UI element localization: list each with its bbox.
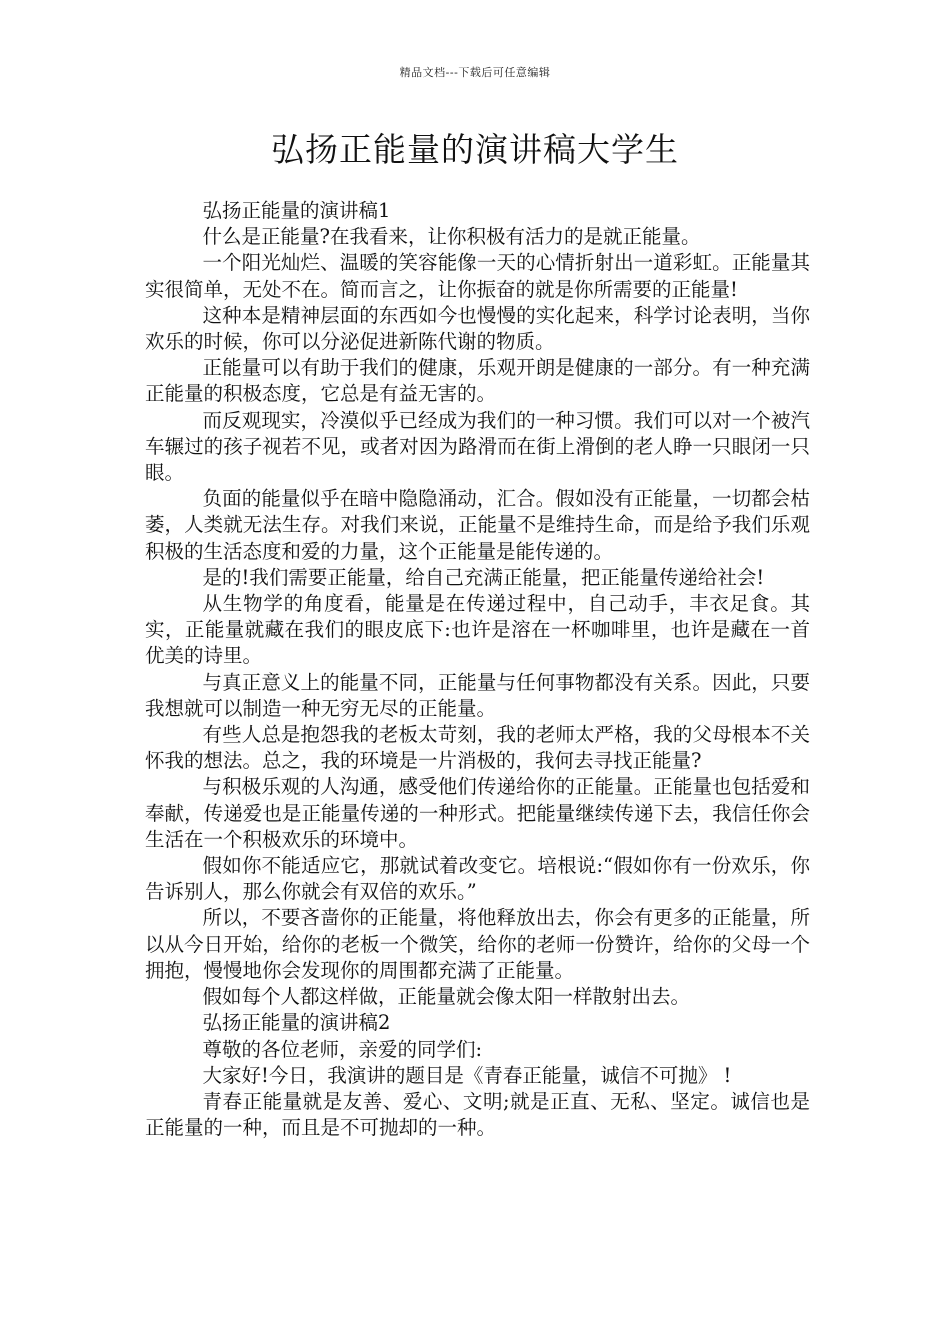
paragraph: 正能量可以有助于我们的健康，乐观开朗是健康的一部分。有一种充满正能量的积极态度，它总是有益无害的。 [145, 356, 810, 406]
salutation: 尊敬的各位老师，亲爱的同学们: [202, 1037, 483, 1061]
paragraph: 什么是正能量?在我看来，让你积极有活力的是就正能量。 [202, 225, 701, 249]
document-title: 弘扬正能量的演讲稿大学生 [271, 130, 679, 169]
paragraph: 与积极乐观的人沟通，感受他们传递给你的正能量。正能量也包括爱和奉献，传递爱也是正能量传递的一种形式。把能量继续传递下去，我信任你会生活在一个积极欢乐的环境中。 [145, 775, 810, 851]
paragraph: 而反观现实，冷漠似乎已经成为我们的一种习惯。我们可以对一个被汽车辗过的孩子视若不见，或者对因为路滑而在街上滑倒的老人睁一只眼闭一只眼。 [145, 408, 810, 485]
paragraph: 假如你不能适应它，那就试着改变它。培根说:“假如你有一份欢乐，你告诉别人，那么你就会有双倍的欢乐。” [145, 854, 810, 904]
header-note: 精品文档---下载后可任意编辑 [399, 66, 551, 79]
paragraph: 假如每个人都这样做，正能量就会像太阳一样散射出去。 [202, 985, 691, 1009]
paragraph: 所以，不要吝啬你的正能量，将他释放出去，你会有更多的正能量，所以从今日开始，给你的老板一个微笑，给你的老师一份赞许，给你的父母一个拥抱，慢慢地你会发现你的周围都充满了正能量。 [145, 906, 810, 982]
paragraph: 有些人总是抱怨我的老板太苛刻，我的老师太严格，我的父母根本不关怀我的想法。总之，我的环境是一片消极的，我何去寻找正能量? [145, 723, 810, 773]
document-body [145, 198, 810, 1141]
paragraph: 一个阳光灿烂、温暖的笑容能像一天的心情折射出一道彩虹。正能量其实很简单，无处不在。简而言之，让你振奋的就是你所需要的正能量! [145, 251, 810, 301]
paragraph: 与真正意义上的能量不同，正能量与任何事物都没有关系。因此，只要我想就可以制造一种无穷无尽的正能量。 [145, 670, 810, 720]
paragraph: 负面的能量似乎在暗中隐隐涌动，汇合。假如没有正能量，一切都会枯萎，人类就无法生存。对我们来说，正能量不是维持生命，而是给予我们乐观积极的生活态度和爱的力量，这个正能量是能传递的。 [145, 487, 810, 563]
paragraph: 青春正能量就是友善、爱心、文明;就是正直、无私、坚定。诚信也是正能量的一种，而且是不可抛却的一种。 [145, 1089, 810, 1140]
section-heading-1: 弘扬正能量的演讲稿1 [202, 199, 391, 222]
paragraph: 从生物学的角度看，能量是在传递过程中，自己动手，丰衣足食。其实，正能量就藏在我们的眼皮底下:也许是溶在一杯咖啡里，也许是藏在一首优美的诗里。 [145, 592, 810, 668]
paragraph: 是的!我们需要正能量，给自己充满正能量，把正能量传递给社会! [202, 565, 765, 589]
section-heading-2: 弘扬正能量的演讲稿2 [202, 1011, 391, 1035]
paragraph: 这种本是精神层面的东西如今也慢慢的实化起来，科学讨论表明，当你欢乐的时候，你可以分泌促进新陈代谢的物质。 [145, 303, 810, 354]
paragraph: 大家好!今日，我演讲的题目是《青春正能量，诚信不可抛》 ! [202, 1063, 732, 1087]
